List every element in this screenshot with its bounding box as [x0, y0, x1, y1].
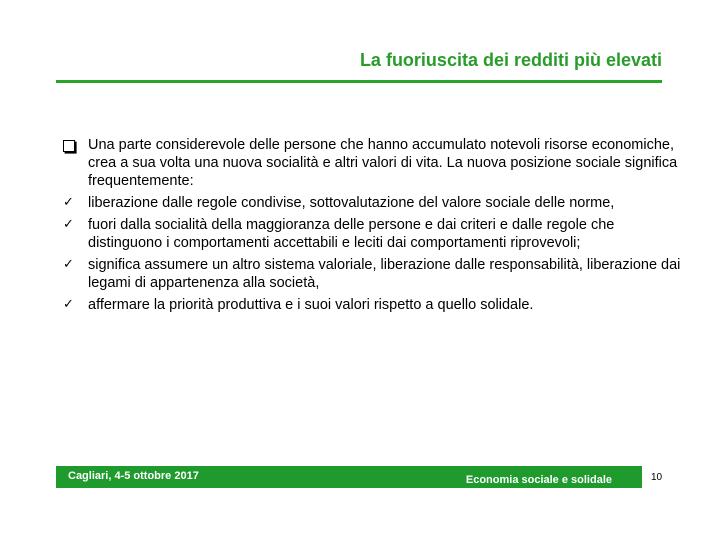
list-item	[62, 194, 682, 212]
list-item-text: fuori dalla socialità della maggioranza delle persone e dai criteri e dalle regole che distinguono i comportamenti accettabili e leciti dai comportamenti riprovevoli;	[88, 217, 615, 251]
list-item	[62, 216, 682, 252]
checkmark-icon: ✓	[63, 217, 74, 232]
checkmark-icon: ✓	[63, 257, 74, 272]
bullet-list	[62, 136, 682, 318]
slide-title: La fuoriuscita dei redditi più elevati	[359, 50, 662, 70]
square-bullet-icon	[62, 136, 88, 154]
list-item	[62, 256, 682, 292]
list-item-text: significa assumere un altro sistema valoriale, liberazione dalle responsabilità, liberazione dai legami di appartenenza alla società,	[88, 257, 681, 291]
footer-bar	[56, 466, 642, 488]
list-item-text: Una parte considerevole delle persone che hanno accumulato notevoli risorse economiche, crea a sua volta una nuova socialità e altri valori di vita. La nuova posizione sociale significa frequentemente:	[88, 137, 678, 189]
checkmark-icon: ✓	[63, 195, 74, 210]
footer-location-date: Cagliari, 4-5 ottobre 2017	[68, 470, 199, 482]
list-item	[62, 136, 682, 190]
list-item-text: liberazione dalle regole condivise, sottovalutazione del valore sociale delle norme,	[88, 195, 615, 211]
title-underline	[56, 80, 662, 83]
list-item-text: affermare la priorità produttiva e i suoi valori rispetto a quello solidale.	[88, 297, 534, 313]
footer-course-title: Economia sociale e solidale	[465, 474, 612, 486]
checkmark-icon: ✓	[63, 297, 74, 312]
page-number: 10	[651, 472, 663, 483]
list-item	[62, 296, 682, 314]
